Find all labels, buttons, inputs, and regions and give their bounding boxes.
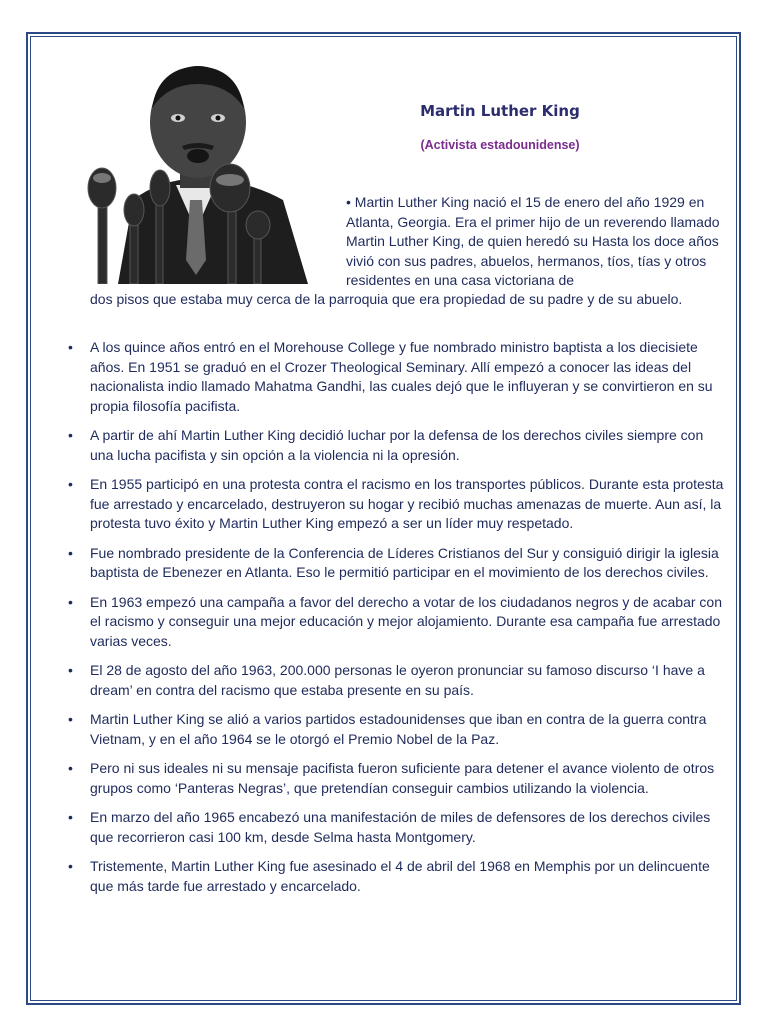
list-item: • Martin Luther King se alió a varios partidos estadounidenses que iban en contra de la guerra contra Vietnam, y en el año 1964 se le otorgó el Premio Nobel de la Paz. — [90, 710, 730, 749]
page-title: Martin Luther King — [420, 102, 580, 120]
list-item: • El 28 de agosto del año 1963, 200.000 personas le oyeron pronunciar su famoso discurso ‘I have a dream’ en contra del racismo que estaba presente en su país. — [90, 661, 730, 700]
intro-paragraph-top: • Martin Luther King nació el 15 de enero del año 1929 en Atlanta, Georgia. Era el primer hijo de un reverendo llamado Martin Luther King, de quien heredó su Hasta los doce años vivió con sus padres, abuelos, hermanos, tíos, tías y otros residentes en una casa victoriana de — [346, 194, 720, 288]
list-item: • A partir de ahí Martin Luther King decidió luchar por la defensa de los derechos civiles siempre con una lucha pacifista y sin opción a la violencia ni la opresión. — [90, 426, 730, 465]
list-item: • Fue nombrado presidente de la Conferencia de Líderes Cristianos del Sur y consiguió dirigir la iglesia baptista de Ebenezer en Atlanta. Eso le permitió participar en el movimiento de los derechos civiles. — [90, 544, 730, 583]
list-item: • Pero ni sus ideales ni su mensaje pacifista fueron suficiente para detener el avance violento de otros grupos como ‘Panteras Negras’, que pretendían conseguir cambios utilizando la violencia. — [90, 759, 730, 798]
intro-paragraph-continued: dos pisos que estaba muy cerca de la parroquia que era propiedad de su padre y de su abuelo. — [90, 291, 683, 307]
biography-bullet-list — [90, 338, 730, 906]
list-item: • En marzo del año 1965 encabezó una manifestación de miles de defensores de los derechos civiles que recorrieron casi 100 km, desde Selma hasta Montgomery. — [90, 808, 730, 847]
list-item: • En 1955 participó en una protesta contra el racismo en los transportes públicos. Durante esta protesta fue arrestado y encarcelado, destruyeron su hogar y recibió muchas amenazas de muerte. Aun así, la protesta tuvo éxito y Martin Luther King empezó a ser un líder muy respetado. — [90, 475, 730, 534]
list-item: • Tristemente, Martin Luther King fue asesinado el 4 de abril del 1968 en Memphis por un delincuente que más tarde fue arrestado y encarcelado. — [90, 857, 730, 896]
page-subtitle: (Activista estadounidense) — [420, 138, 580, 152]
list-item: • En 1963 empezó una campaña a favor del derecho a votar de los ciudadanos negros y de acabar con el racismo y conseguir una mejor educación y mejor alojamiento. Durante esa campaña fue arrestado varias veces. — [90, 593, 730, 652]
list-item: • A los quince años entró en el Morehouse College y fue nombrado ministro baptista a los diecisiete años. En 1951 se graduó en el Crozer Theological Seminary. Allí empezó a conocer las ideas del nacionalista indio llamado Mahatma Gandhi, las cuales dejó que le influyeran y se convirtieron en su propia filosofía pacifista. — [90, 338, 730, 416]
portrait-photo-icon — [78, 60, 336, 284]
